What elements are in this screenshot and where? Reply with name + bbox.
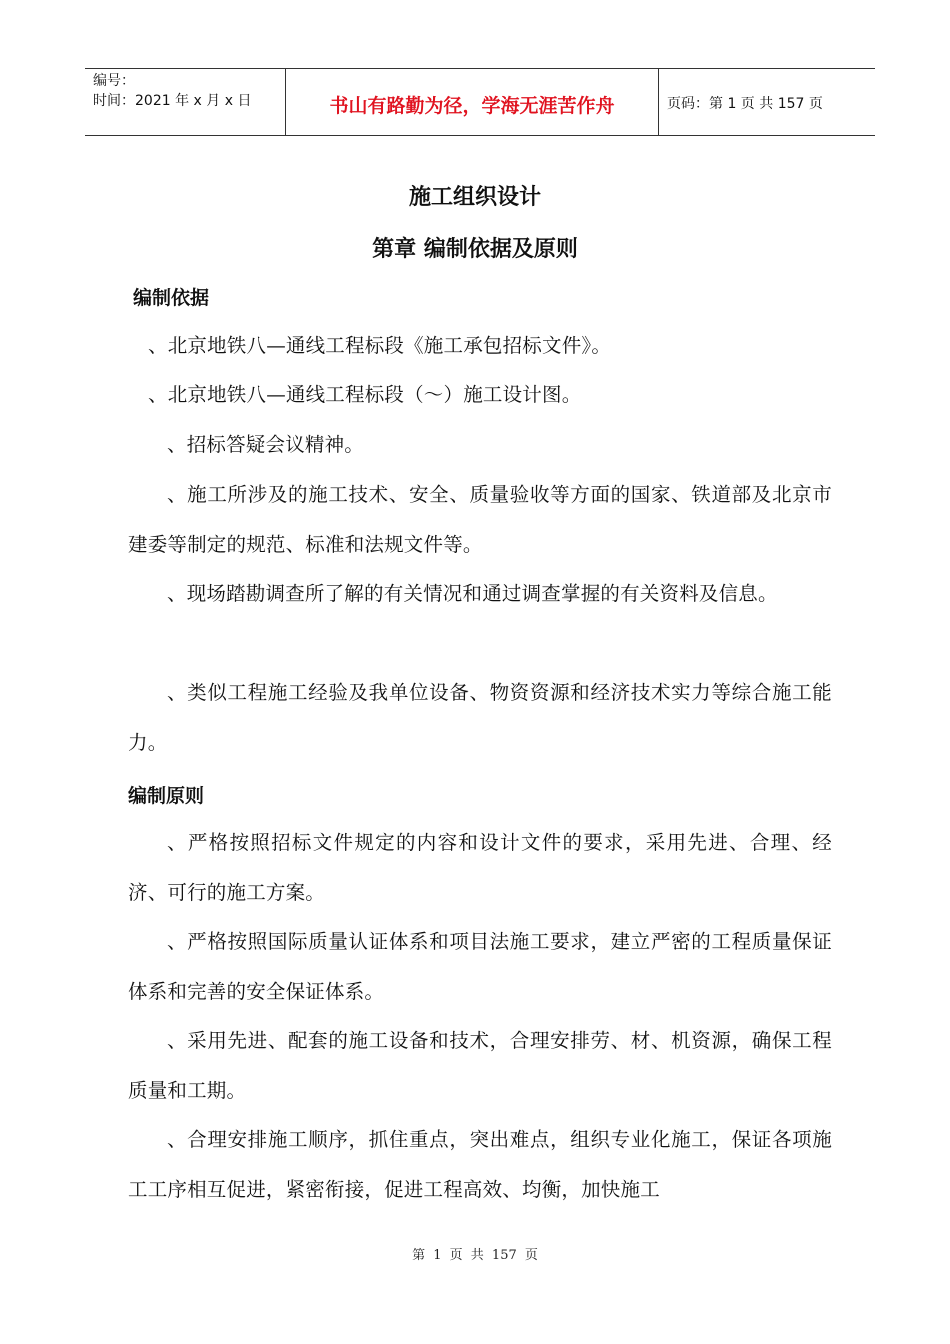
section-heading-principles: 编制原则 — [128, 785, 205, 807]
principle-item-4: 、合理安排施工顺序，抓住重点，突出难点，组织专业化施工，保证各项施工工序相互促进，紧密衔接，促进工程高效、均衡，加快施工 — [128, 1128, 832, 1201]
section-heading-basis: 编制依据 — [133, 287, 210, 309]
document-date-label: 时间：2021 年 x 月 x 日 — [93, 93, 252, 109]
basis-item-1: 、北京地铁八—通线工程标段《施工承包招标文件》。 — [148, 334, 612, 357]
header-meta — [85, 69, 285, 135]
document-number-label: 编号： — [93, 73, 135, 89]
principle-item-3: 、采用先进、配套的施工设备和技术，合理安排劳、材、机资源，确保工程质量和工期。 — [128, 1029, 832, 1102]
principle-item-2: 、严格按照国际质量认证体系和项目法施工要求，建立严密的工程质量保证体系和完善的安全保证体系。 — [128, 930, 832, 1003]
header-page-info: 页码：第 1 页 共 157 页 — [667, 96, 823, 112]
basis-item-2: 、北京地铁八—通线工程标段（～）施工设计图。 — [148, 383, 582, 406]
basis-item-3: 、招标答疑会议精神。 — [167, 433, 365, 456]
principle-item-1: 、严格按照招标文件规定的内容和设计文件的要求，采用先进、合理、经济、可行的施工方案。 — [128, 831, 832, 904]
header-motto: 书山有路勤为径，学海无涯苦作舟 — [285, 69, 659, 135]
chapter-title: 第章 编制依据及原则 — [372, 237, 578, 262]
document-title: 施工组织设计 — [408, 185, 541, 210]
basis-item-6: 、类似工程施工经验及我单位设备、物资资源和经济技术实力等综合施工能力。 — [128, 681, 832, 754]
basis-item-4: 、施工所涉及的施工技术、安全、质量验收等方面的国家、铁道部及北京市建委等制定的规范、标准和法规文件等。 — [128, 483, 832, 556]
page-footer: 第 1 页 共 157 页 — [412, 1248, 538, 1263]
basis-item-5: 、现场踏勘调查所了解的有关情况和通过调查掌握的有关资料及信息。 — [167, 582, 778, 605]
page-header — [85, 68, 875, 136]
